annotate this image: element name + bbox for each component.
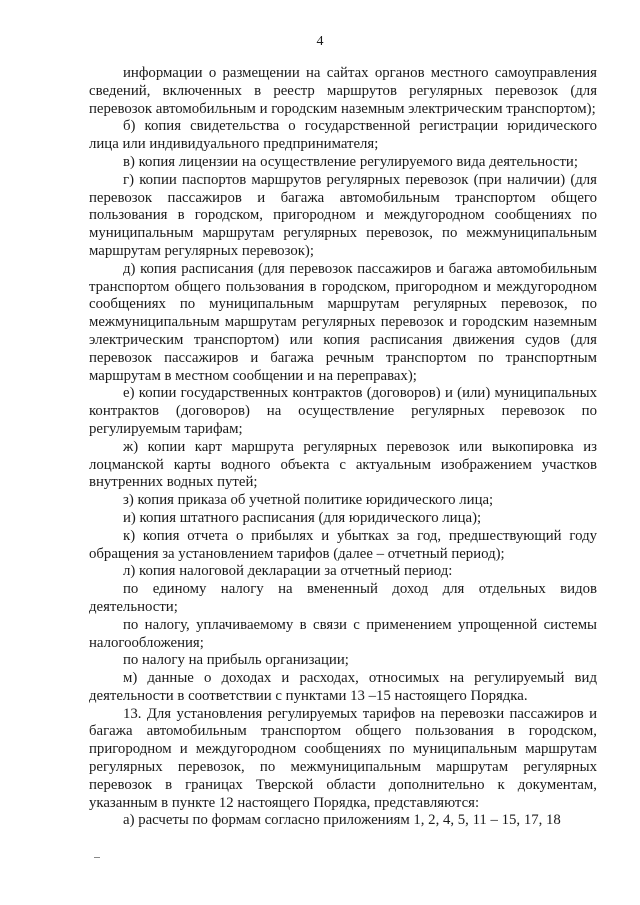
paragraph-item-a: а) расчеты по формам согласно приложениям 1, 2, 4, 5, 11 – 15, 17, 18 xyxy=(123,812,561,829)
paragraph-tax-profit: по налогу на прибыль организации; xyxy=(123,652,349,669)
paragraph-item-g: г) копии паспортов маршрутов регулярных перевозок (при наличии) (для перевозок пассажиров и багажа автомобильным транспортом общего пользования в городском, пригородном и междугородном сообщениях по муниципальным маршрутам регулярных перевозок, по межмуниципальным маршрутам регулярных перевозок); xyxy=(89,171,597,259)
paragraph-item-k: к) копия отчета о прибылях и убытках за год, предшествующий году обращения за установлением тарифов (далее – отчетный период); xyxy=(89,527,597,562)
paragraph-item-v: в) копия лицензии на осуществление регулируемого вида деятельности; xyxy=(123,153,578,170)
page-footer-mark xyxy=(94,857,100,858)
paragraph-section-13: 13. Для установления регулируемых тарифов на перевозки пассажиров и багажа автомобильным транспортом общего пользования в городском, пригородном и междугородном сообщениях по муниципальным маршрутам регулярных перевозок, по межмуниципальным маршрутам регулярных перевозок в границах Тверской области дополнительно к документам, указанным в пункте 12 настоящего Порядка, представляются: xyxy=(89,705,597,811)
paragraph-item-i: и) копия штатного расписания (для юридического лица); xyxy=(123,509,482,526)
page-number: 4 xyxy=(316,34,324,49)
paragraph-item-m: м) данные о доходах и расходах, относимых на регулируемый вид деятельности в соответствии с пунктами 13 –15 настоящего Порядка. xyxy=(89,670,597,704)
paragraph-tax-imputed: по единому налогу на вмененный доход для отдельных видов деятельности; xyxy=(89,581,597,615)
paragraph-item-z: з) копия приказа об учетной политике юридического лица; xyxy=(123,492,494,509)
paragraph-continuation: информации о размещении на сайтах органов местного самоуправления сведений, включенных в реестр маршрутов регулярных перевозок (для перевозок автомобильным и городским наземным электрическим транспортом); xyxy=(89,65,597,117)
paragraph-item-d: д) копия расписания (для перевозок пассажиров и багажа автомобильным транспортом общего пользования в городском, пригородном и междугородном сообщениях по муниципальным маршрутам регулярных перевозок, по межмуниципальным маршрутам регулярных перевозок и городским наземным электрическим транспортом) или копия расписания движения судов (для перевозок пассажиров и багажа речным транспортом по транспортным маршрутам в местном сообщении и на переправах); xyxy=(89,260,597,384)
paragraph-item-b: б) копия свидетельства о государственной регистрации юридического лица или индивидуального предпринимателя; xyxy=(89,118,597,153)
paragraph-item-l: л) копия налоговой декларации за отчетный период: xyxy=(123,563,453,580)
paragraph-item-zh: ж) копии карт маршрута регулярных перевозок или выкопировка из лоцманской карты водного объекта с актуальным изображением участков внутренних водных путей; xyxy=(89,438,597,491)
paragraph-tax-simplified: по налогу, уплачиваемому в связи с применением упрощенной системы налогообложения; xyxy=(89,616,597,651)
document-body xyxy=(89,65,597,830)
paragraph-item-e: е) копии государственных контрактов (договоров) и (или) муниципальных контрактов (договоров) на осуществление регулярных перевозок по регулируемым тарифам; xyxy=(89,385,597,437)
